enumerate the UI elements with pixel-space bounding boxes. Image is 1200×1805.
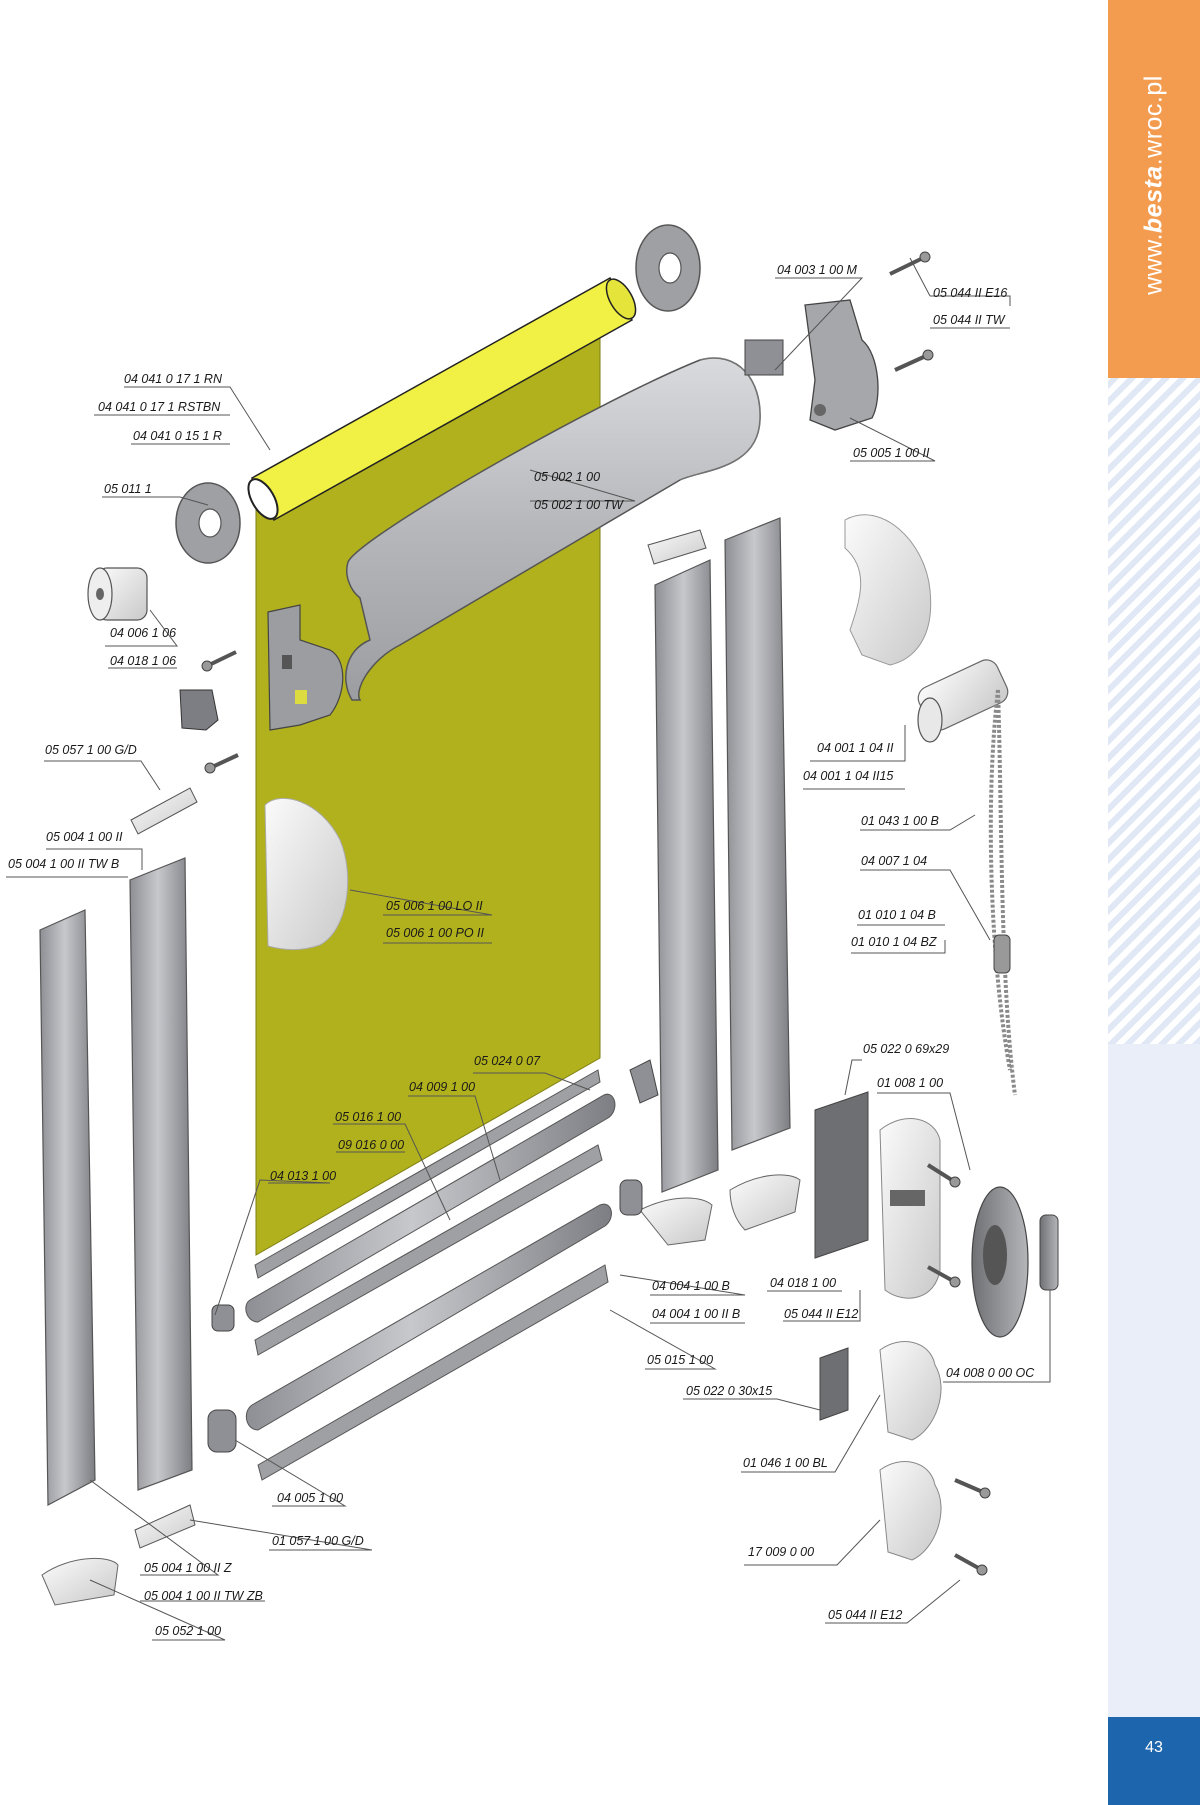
label-05-052-1-00: 05 052 1 00 xyxy=(155,1624,222,1638)
label-04-018-1-00: 04 018 1 00 xyxy=(770,1276,837,1290)
label-05-057-1-00-gd: 05 057 1 00 G/D xyxy=(45,743,137,757)
url-prefix: www. xyxy=(1139,233,1168,295)
ball-chain xyxy=(991,690,1015,1095)
small-end-cap-icon xyxy=(630,1060,658,1103)
screw-icon xyxy=(895,350,933,370)
label-01-010-1-04-bz: 01 010 1 04 BZ xyxy=(851,935,937,949)
label-05-002-1-00: 05 002 1 00 xyxy=(534,470,601,484)
label-05-015-1-00: 05 015 1 00 xyxy=(647,1353,714,1367)
right-end-cap-icon xyxy=(845,515,931,665)
label-04-008-0-00-oc: 04 008 0 00 OC xyxy=(946,1366,1035,1380)
small-end-cap-icon xyxy=(620,1180,642,1215)
page-number: 43 xyxy=(1145,1739,1163,1756)
side-tab-light-band xyxy=(1108,1044,1200,1717)
url-brand: besta xyxy=(1139,165,1168,234)
website-url[interactable] xyxy=(1140,75,1169,295)
label-04-013-1-00: 04 013 1 00 xyxy=(270,1169,337,1183)
clip-left-icon xyxy=(180,690,218,730)
label-04-007-1-04: 04 007 1 04 xyxy=(861,854,928,868)
screw-icon xyxy=(955,1555,987,1575)
rail-end-cap-icon xyxy=(730,1175,800,1230)
label-01-043-1-00-b: 01 043 1 00 B xyxy=(861,814,939,828)
chain-holder-icon xyxy=(880,1342,941,1440)
label-04-003-1-00-m: 04 003 1 00 M xyxy=(777,263,857,277)
label-04-001-1-04-ii15: 04 001 1 04 II15 xyxy=(803,769,894,783)
label-09-016-0-00: 09 016 0 00 xyxy=(338,1138,405,1152)
tube-end-plug-icon xyxy=(88,568,147,620)
label-05-022-0-69x29: 05 022 0 69x29 xyxy=(863,1042,950,1056)
side-tab-striped-band xyxy=(1108,378,1200,1044)
label-17-009-0-00: 17 009 0 00 xyxy=(748,1545,815,1559)
chain-holder-icon xyxy=(880,1462,941,1560)
label-04-005-1-00: 04 005 1 00 xyxy=(277,1491,344,1505)
screw-icon xyxy=(202,652,236,671)
guide-rail-right-outer xyxy=(725,518,790,1150)
tension-device-icon xyxy=(880,1119,940,1299)
label-05-044-ii-e12: 05 044 II E12 xyxy=(784,1307,859,1321)
label-04-018-1-06: 04 018 1 06 xyxy=(110,654,177,668)
label-05-004-1-00-ii-tw-zb: 05 004 1 00 II TW ZB xyxy=(144,1589,263,1603)
chain-mechanism-housing-icon xyxy=(745,300,878,430)
label-01-057-1-00-gd: 01 057 1 00 G/D xyxy=(272,1534,364,1548)
label-05-004-1-00-ii-tw-b: 05 004 1 00 II TW B xyxy=(8,857,120,871)
label-05-022-0-30x15: 05 022 0 30x15 xyxy=(686,1384,773,1398)
label-05-006-1-00-po-ii: 05 006 1 00 PO II xyxy=(386,926,484,940)
side-tab-orange-band xyxy=(1108,0,1200,378)
label-05-044-ii-e12-bottom: 05 044 II E12 xyxy=(828,1608,903,1622)
label-05-016-1-00: 05 016 1 00 xyxy=(335,1110,402,1124)
url-suffix: .wroc.pl xyxy=(1139,75,1168,166)
label-04-041-0-17-1-rn: 04 041 0 17 1 RN xyxy=(124,372,222,386)
label-05-004-1-00-ii-z: 05 004 1 00 II Z xyxy=(144,1561,232,1575)
side-tab xyxy=(1108,0,1200,1805)
chain-drive-plug-icon xyxy=(914,656,1011,742)
label-05-005-1-00-ii: 05 005 1 00 II xyxy=(853,446,930,460)
label-05-044-ii-e16: 05 044 II E16 xyxy=(933,286,1008,300)
label-01-010-1-04-b: 01 010 1 04 B xyxy=(858,908,936,922)
label-04-009-1-00: 04 009 1 00 xyxy=(409,1080,476,1094)
label-04-004-1-00-ii-b: 04 004 1 00 II B xyxy=(652,1307,741,1321)
washer-left-icon xyxy=(176,483,240,563)
guide-rail-left-inner xyxy=(130,858,192,1490)
label-01-046-1-00-bl: 01 046 1 00 BL xyxy=(743,1456,828,1470)
label-05-024-0-07: 05 024 0 07 xyxy=(474,1054,541,1068)
guide-rail-left-outer xyxy=(40,910,95,1505)
screw-icon xyxy=(205,755,238,773)
rail-clip-icon xyxy=(648,530,706,564)
guide-clip-icon xyxy=(131,788,197,834)
label-04-001-1-04-ii: 04 001 1 04 II xyxy=(817,741,894,755)
label-05-002-1-00-tw: 05 002 1 00 TW xyxy=(534,498,623,512)
label-05-004-1-00-ii: 05 004 1 00 II xyxy=(46,830,123,844)
rail-end-cap-icon xyxy=(640,1198,712,1245)
label-05-011-1: 05 011 1 xyxy=(104,482,152,496)
screw-icon xyxy=(890,252,930,274)
adhesive-pad-small-icon xyxy=(820,1348,848,1420)
label-04-041-0-15-1-r: 04 041 0 15 1 R xyxy=(133,429,222,443)
label-01-008-1-00: 01 008 1 00 xyxy=(877,1076,944,1090)
adhesive-pad-icon xyxy=(815,1092,868,1258)
chain-connector-icon xyxy=(994,935,1010,973)
rail-clip-icon xyxy=(135,1505,195,1548)
cord-stop-icon xyxy=(1040,1215,1058,1290)
washer-top-icon xyxy=(636,225,700,311)
label-05-006-1-00-lo-ii: 05 006 1 00 LO II xyxy=(386,899,483,913)
guide-rail-right-inner xyxy=(655,560,718,1192)
rail-end-cap-icon xyxy=(42,1558,118,1605)
label-04-006-1-06: 04 006 1 06 xyxy=(110,626,177,640)
label-04-041-0-17-1-rstbn: 04 041 0 17 1 RSTBN xyxy=(98,400,221,414)
screw-icon xyxy=(955,1480,990,1498)
label-04-004-1-00-b: 04 004 1 00 B xyxy=(652,1279,730,1293)
chain-weight-handle-icon xyxy=(972,1187,1028,1337)
bar-end-cap-icon xyxy=(208,1410,236,1452)
label-05-044-ii-tw: 05 044 II TW xyxy=(933,313,1005,327)
bar-end-cap-icon xyxy=(212,1305,234,1331)
